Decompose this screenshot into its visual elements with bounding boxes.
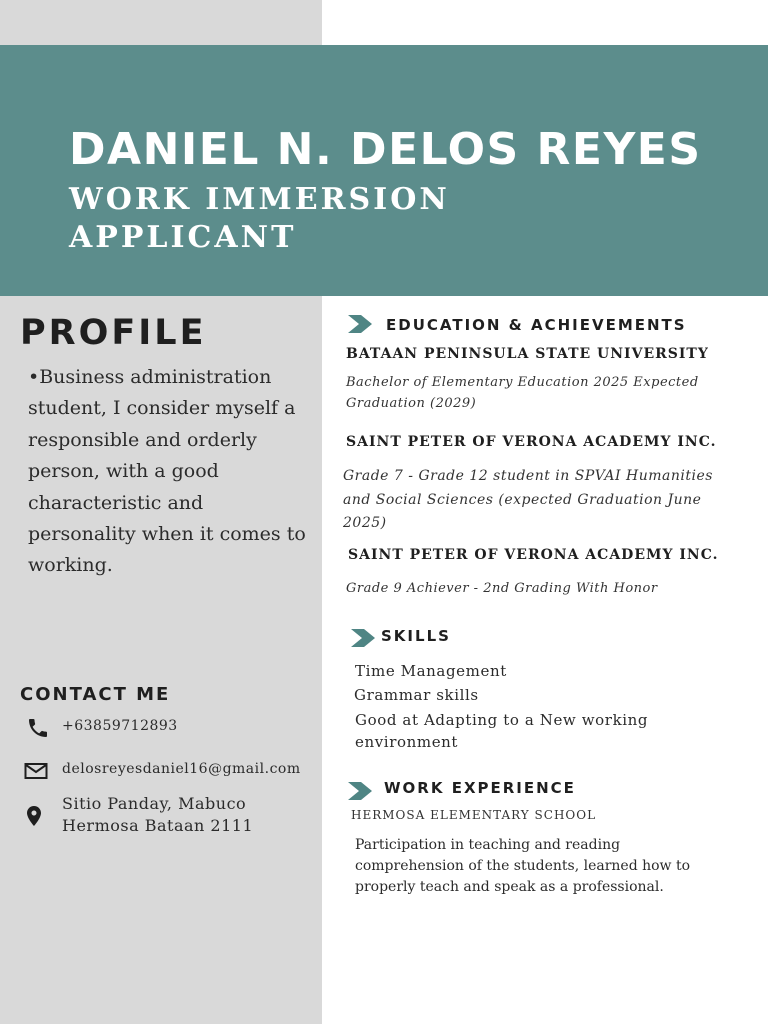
role-line-1: WORK IMMERSION	[69, 182, 450, 217]
education-school-1: BATAAN PENINSULA STATE UNIVERSITY	[346, 346, 709, 362]
skill-item: Good at Adapting to a New working environment	[355, 711, 649, 751]
work-description: Participation in teaching and reading comprehension of the students, learned how to properly teach and speak as a professional.	[355, 837, 691, 895]
education-heading: EDUCATION & ACHIEVEMENTS	[386, 316, 687, 334]
chevron-right-icon	[347, 781, 373, 801]
skill-item: Grammar skills	[354, 686, 479, 704]
profile-heading: PROFILE	[20, 313, 207, 353]
applicant-name: DANIEL N. DELOS REYES	[69, 124, 702, 175]
skill-item: Time Management	[355, 662, 507, 680]
work-school-name: HERMOSA ELEMENTARY SCHOOL	[351, 808, 597, 822]
chevron-right-icon	[350, 628, 376, 648]
phone-icon	[26, 716, 50, 740]
education-school-3: SAINT PETER OF VERONA ACADEMY INC.	[348, 547, 719, 563]
skills-heading: SKILLS	[381, 627, 451, 645]
email-address[interactable]: delosreyesdaniel16@gmail.com	[62, 761, 301, 777]
education-school-2: SAINT PETER OF VERONA ACADEMY INC.	[346, 434, 717, 450]
education-detail-3: Grade 9 Achiever - 2nd Grading With Honor	[346, 581, 658, 596]
role-line-2: APPLICANT	[69, 220, 297, 255]
education-detail-1: Bachelor of Elementary Education 2025 Expected Graduation (2029)	[346, 375, 699, 411]
education-detail-2: Grade 7 - Grade 12 student in SPVAI Humanities and Social Sciences (expected Graduation June 2025)	[343, 468, 713, 531]
address-line-1: Sitio Panday, Mabuco	[62, 794, 247, 813]
applicant-role	[69, 181, 489, 257]
mail-icon	[24, 759, 48, 783]
work-experience-heading: WORK EXPERIENCE	[384, 779, 576, 797]
location-pin-icon	[22, 804, 46, 828]
profile-text: •Business administration student, I consider myself a responsible and orderly person, with a good characteristic and personality when it comes to working.	[28, 366, 306, 577]
phone-number[interactable]: +63859712893	[62, 718, 178, 734]
address-line-2: Hermosa Bataan 2111	[62, 816, 254, 835]
chevron-right-icon	[347, 314, 373, 334]
contact-heading: CONTACT ME	[20, 684, 171, 705]
